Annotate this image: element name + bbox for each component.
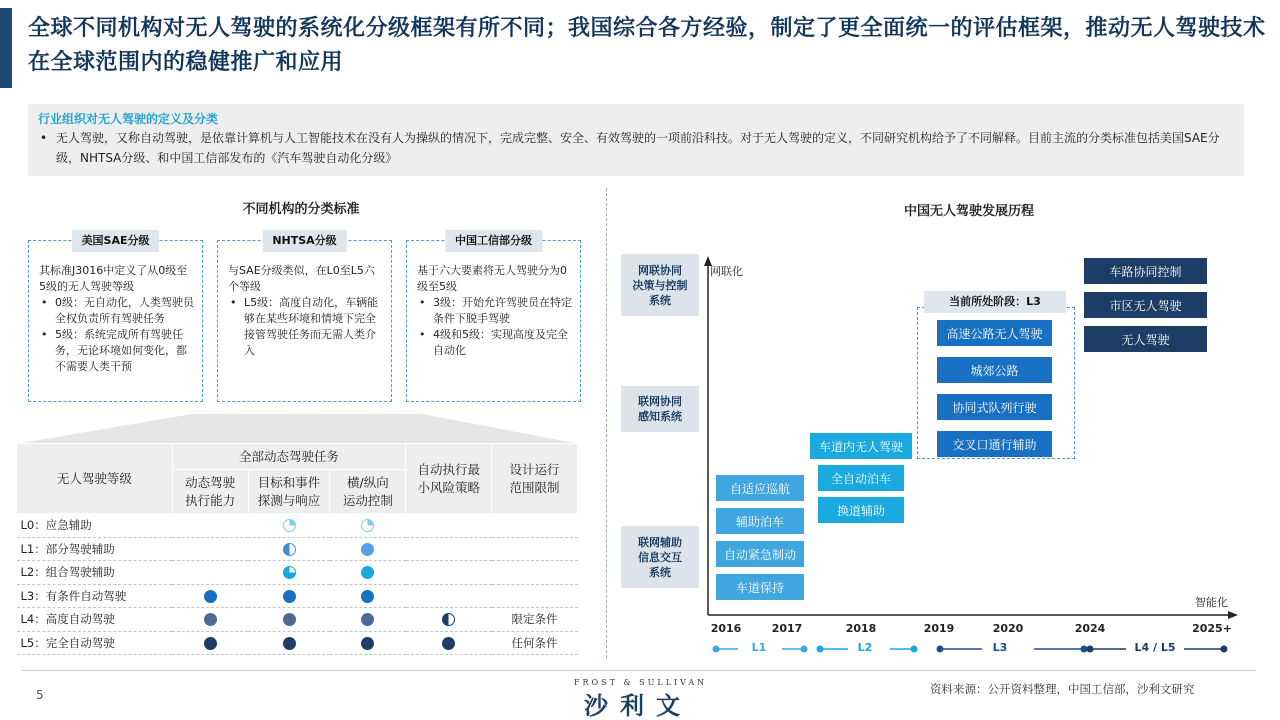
bullet-icon: • <box>40 131 48 145</box>
capability-cell <box>330 631 406 655</box>
capability-cell <box>330 584 406 608</box>
year-label: 2017 <box>771 622 803 635</box>
capability-circle-icon <box>283 590 296 603</box>
x-axis-label: 智能化 <box>1195 596 1228 609</box>
table-connector-shape <box>16 414 580 444</box>
capability-cell <box>172 537 248 561</box>
page-title: 全球不同机构对无人驾驶的系统化分级框架有所不同；我国综合各方经验，制定了更全面统一的评估框架，推动无人驾驶技术在全球范围内的稳健推广和应用 <box>28 16 1266 75</box>
feature-box-l2: 全自动泊车 <box>818 465 904 491</box>
standard-box-nhtsa <box>217 234 392 402</box>
capability-cell <box>406 561 492 585</box>
capability-cell <box>172 584 248 608</box>
capability-cell <box>248 561 330 585</box>
header-motion: 横/纵向 运动控制 <box>330 470 406 514</box>
capability-cell <box>172 631 248 655</box>
feature-box-l45: 无人驾驶 <box>1084 326 1207 352</box>
capability-circle-icon <box>361 637 374 650</box>
row-scope: 任何条件 <box>492 631 578 655</box>
levels-table <box>16 443 578 655</box>
table-row <box>17 537 578 561</box>
table-row <box>17 561 578 585</box>
feature-box-l3: 高速公路无人驾驶 <box>937 320 1052 346</box>
standard-bullet: • 4级和5级：实现高度及完全自动化 <box>417 327 572 359</box>
header-oedr: 目标和事件 探测与响应 <box>248 470 330 514</box>
left-section-title: 不同机构的分类标准 <box>242 202 360 217</box>
category-coop-control: 网联协同 决策与控制 系统 <box>621 254 699 316</box>
table-row <box>17 584 578 608</box>
capability-circle-icon <box>204 637 217 650</box>
capability-cell <box>248 631 330 655</box>
table-row <box>17 631 578 655</box>
logo: 沙利文 <box>584 692 692 720</box>
capability-cell <box>406 537 492 561</box>
row-level: L1：部分驾驶辅助 <box>17 537 173 561</box>
capability-circle-icon <box>204 590 217 603</box>
capability-cell <box>172 608 248 632</box>
feature-box-l1: 自动紧急制动 <box>716 541 804 567</box>
feature-box-l3: 协同式队列行驶 <box>937 394 1052 420</box>
standard-intro: 其标准J3016中定义了从0级至5级的无人驾驶等级 <box>39 264 188 293</box>
year-label: 2016 <box>710 622 742 635</box>
standard-label: NHTSA分级 <box>262 230 346 252</box>
header-group: 全部动态驾驶任务 <box>172 444 406 470</box>
category-coop-perception: 联网协同 感知系统 <box>621 386 699 432</box>
capability-circle-icon <box>283 543 296 556</box>
right-section-title: 中国无人驾驶发展历程 <box>903 204 1034 219</box>
standard-intro: 与SAE分级类似，在L0至L5六个等级 <box>228 264 375 293</box>
row-scope <box>492 537 578 561</box>
row-scope <box>492 514 578 538</box>
footer-divider <box>22 670 1256 671</box>
row-level: L3：有条件自动驾驶 <box>17 584 173 608</box>
level-label-l45: L4 / L5 <box>1134 641 1176 654</box>
row-level: L5：完全自动驾驶 <box>17 631 173 655</box>
capability-cell <box>248 608 330 632</box>
row-level: L4：高度自动驾驶 <box>17 608 173 632</box>
table-row <box>17 514 578 538</box>
standard-bullet: • 5级：系统完成所有驾驶任务，无论环境如何变化，都不需要人类干预 <box>39 327 194 375</box>
intro-box <box>28 104 1244 176</box>
feature-box-l3: 城郊公路 <box>937 357 1052 383</box>
standard-box-miit <box>406 234 581 402</box>
year-label: 2018 <box>845 622 877 635</box>
y-axis-label: 网联化 <box>710 265 743 278</box>
standard-label: 美国SAE分级 <box>72 230 160 252</box>
feature-box-l2: 车道内无人驾驶 <box>810 433 912 459</box>
standard-label: 中国工信部分级 <box>445 230 542 252</box>
row-scope <box>492 561 578 585</box>
row-level: L2：组合驾驶辅助 <box>17 561 173 585</box>
intro-body <box>38 128 1234 168</box>
capability-cell <box>406 608 492 632</box>
capability-cell <box>172 514 248 538</box>
current-stage-label: 当前所处阶段：L3 <box>924 291 1066 313</box>
capability-cell <box>330 608 406 632</box>
capability-circle-icon <box>283 519 296 532</box>
row-scope: 限定条件 <box>492 608 578 632</box>
capability-circle-icon <box>283 613 296 626</box>
feature-box-l3: 交叉口通行辅助 <box>937 431 1052 457</box>
capability-circle-icon <box>283 637 296 650</box>
capability-circle-icon <box>204 613 217 626</box>
capability-cell <box>406 514 492 538</box>
standard-intro: 基于六大要素将无人驾驶分为0级至5级 <box>417 264 567 293</box>
level-label-l2: L2 <box>857 641 873 654</box>
row-scope <box>492 584 578 608</box>
capability-cell <box>248 537 330 561</box>
year-label: 2025+ <box>1192 622 1232 635</box>
feature-box-l1: 自适应巡航 <box>716 475 804 501</box>
capability-circle-icon <box>361 613 374 626</box>
capability-circle-icon <box>283 566 296 579</box>
capability-cell <box>330 561 406 585</box>
feature-box-l1: 车道保持 <box>716 574 804 600</box>
capability-cell <box>330 537 406 561</box>
capability-cell <box>248 584 330 608</box>
capability-cell <box>172 561 248 585</box>
standard-bullet: • L5级：高度自动化，车辆能够在某些环境和情境下完全接管驾驶任务而无需人类介入 <box>228 295 383 359</box>
capability-cell <box>406 631 492 655</box>
capability-cell <box>248 514 330 538</box>
capability-cell <box>330 514 406 538</box>
capability-circle-icon <box>442 613 455 626</box>
header-ddt: 动态驾驶 执行能力 <box>172 470 248 514</box>
capability-circle-icon <box>361 590 374 603</box>
header-level: 无人驾驶等级 <box>17 444 173 514</box>
category-info-interaction: 联网辅助 信息交互 系统 <box>621 526 699 588</box>
intro-text: 无人驾驶，又称自动驾驶，是依靠计算机与人工智能技术在没有人为操纵的情况下，完成完整、安全、有效驾驶的一项前沿科技。对于无人驾驶的定义，不同研究机构给予了不同解释。目前主流的分类标准包括美国SAE分级，NHTSA分级、和中国工信部发布的《汽车驾驶自动化分级》 <box>56 131 1220 165</box>
feature-box-l45: 车路协同控制 <box>1084 258 1207 284</box>
capability-circle-icon <box>361 543 374 556</box>
intro-heading: 行业组织对无人驾驶的定义及分类 <box>38 112 219 126</box>
standard-bullet: • 0级：无自动化，人类驾驶员全权负责所有驾驶任务 <box>39 295 194 327</box>
year-label: 2019 <box>923 622 955 635</box>
year-label: 2020 <box>992 622 1024 635</box>
logo-subtitle: FROST & SULLIVAN <box>574 678 708 687</box>
standard-box-sae <box>28 234 203 402</box>
feature-box-l45: 市区无人驾驶 <box>1084 292 1207 318</box>
feature-box-l2: 换道辅助 <box>818 497 904 523</box>
header-fallback: 自动执行最 小风险策略 <box>406 444 492 514</box>
level-label-l1: L1 <box>751 641 767 654</box>
capability-circle-icon <box>442 637 455 650</box>
header-odd: 设计运行 范围限制 <box>492 444 578 514</box>
feature-box-l1: 辅助泊车 <box>716 508 804 534</box>
page-number: 5 <box>36 688 44 702</box>
level-label-l3: L3 <box>992 641 1008 654</box>
capability-circle-icon <box>361 566 374 579</box>
source-note: 资料来源：公开资料整理，中国工信部，沙利文研究 <box>930 682 1195 696</box>
capability-circle-icon <box>361 519 374 532</box>
row-level: L0：应急辅助 <box>17 514 173 538</box>
standard-bullet: • 3级：开始允许驾驶员在特定条件下脱手驾驶 <box>417 295 572 327</box>
title-accent-bar <box>0 8 12 88</box>
year-label: 2024 <box>1074 622 1106 635</box>
table-row <box>17 608 578 632</box>
capability-cell <box>406 584 492 608</box>
section-divider <box>606 188 607 658</box>
